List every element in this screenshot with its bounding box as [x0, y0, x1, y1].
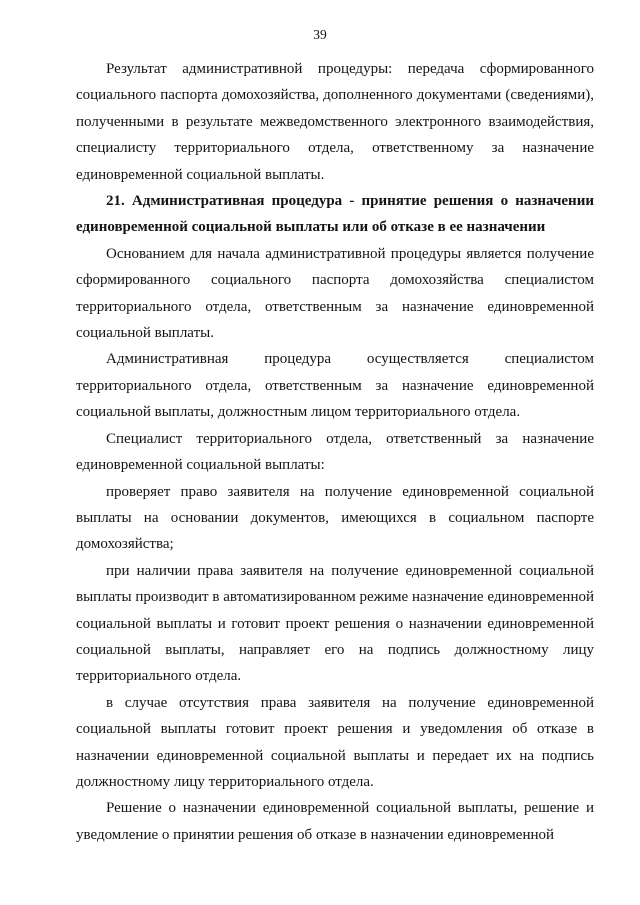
page-number: 39 — [313, 27, 327, 42]
paragraph-procedure-result: Результат административной процедуры: передача сформированного социального паспорта домохозяйства, дополненного документами (сведениями), полученными в результате межведомственного электронного взаимодействия, специалисту территориального отдела, ответственному за назначение единовременной социальной выплаты. — [76, 61, 594, 183]
paragraph-if-right-exists: при наличии права заявителя на получение единовременной социальной выплаты производит в автоматизированном режиме назначение единовременной социальной выплаты и готовит проект решения о назначении единовременной социальной выплаты, направляет его на подпись должностному лицу территориального отдела. — [76, 562, 594, 685]
paragraph-performer: Административная процедура осуществляется специалистом территориального отдела, ответственным за назначение единовременной социальной выплаты, должностным лицом территориального отдела. — [76, 351, 594, 421]
paragraph-checks-right: проверяет право заявителя на получение единовременной социальной выплаты на основании документов, имеющихся в социальном паспорте домохозяйства; — [76, 483, 594, 553]
paragraph-decision: Решение о назначении единовременной социальной выплаты, решение и уведомление о принятии решения об отказе в назначении единовременной — [76, 800, 594, 843]
paragraph-specialist: Специалист территориального отдела, ответственный за назначение единовременной социальной выплаты: — [76, 430, 594, 474]
paragraph-basis: Основанием для начала административной процедуры является получение сформированного социального паспорта домохозяйства специалистом территориального отдела, ответственным за назначение единовременной социальной выплаты. — [76, 245, 594, 342]
document-body — [76, 56, 594, 848]
paragraph-if-no-right: в случае отсутствия права заявителя на получение единовременной социальной выплаты готовит проект решения и уведомления об отказе в назначении единовременной социальной выплаты и передает их на подпись должностному лицу территориального отдела. — [76, 694, 594, 790]
section-heading-21: 21. Административная процедура - принятие решения о назначении единовременной социальной выплаты или об отказе в ее назначении — [76, 193, 594, 236]
